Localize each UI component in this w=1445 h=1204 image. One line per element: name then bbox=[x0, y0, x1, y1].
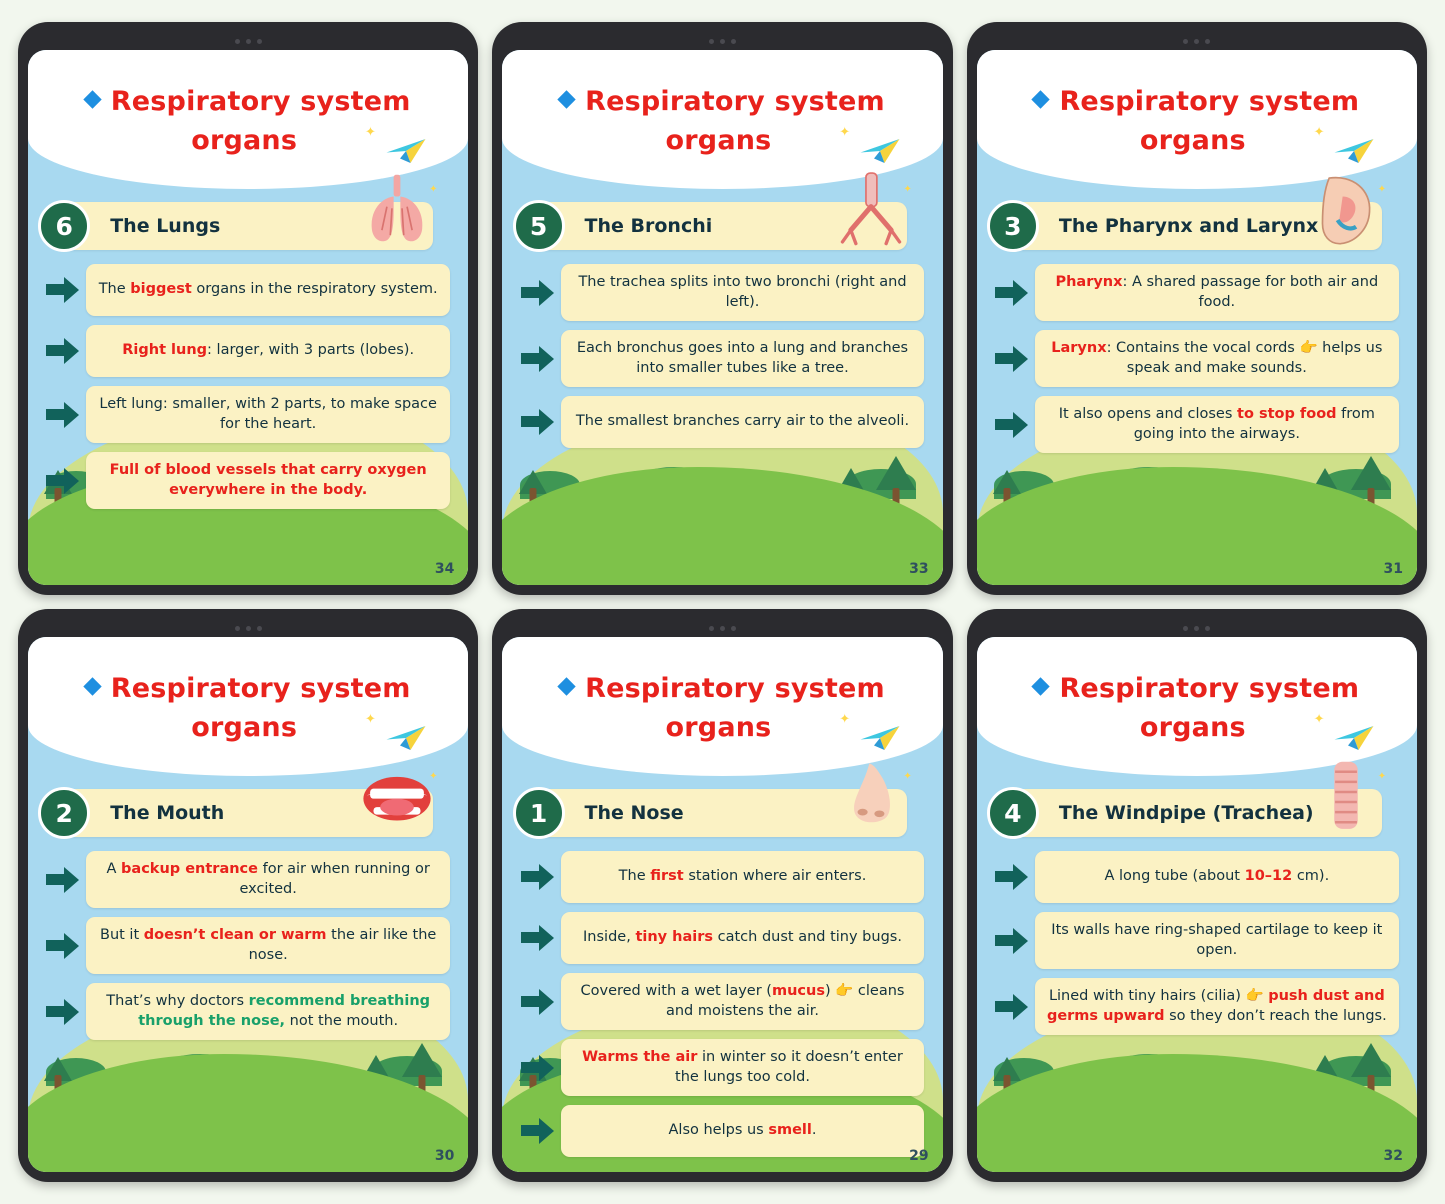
arrow-icon bbox=[995, 412, 1029, 438]
camera-dot bbox=[731, 626, 736, 631]
bullet-text: The biggest organs in the respiratory system. bbox=[98, 281, 438, 298]
bullet-list bbox=[995, 264, 1398, 564]
lungs-icon bbox=[355, 168, 439, 252]
slide-title-line2: organs bbox=[1139, 125, 1246, 157]
arrow-icon bbox=[521, 925, 555, 951]
bullet-text: Its walls have ring-shaped cartilage to keep it open. bbox=[1051, 922, 1383, 958]
camera-dot bbox=[257, 626, 262, 631]
arrow-icon bbox=[521, 280, 555, 306]
bullet-text: Left lung: smaller, with 2 parts, to make space for the heart. bbox=[99, 396, 437, 432]
sparkle-icon: ✦ bbox=[1313, 124, 1325, 140]
bullet-card bbox=[1035, 912, 1398, 969]
bullet-card bbox=[86, 386, 449, 443]
topic-label: The Mouth bbox=[110, 802, 225, 825]
arrow-icon bbox=[521, 1055, 555, 1081]
bullet-row bbox=[995, 330, 1398, 387]
tablet-camera bbox=[502, 619, 942, 637]
camera-dot bbox=[1194, 39, 1199, 44]
bullet-text: Inside, tiny hairs catch dust and tiny bugs. bbox=[583, 929, 902, 946]
sparkle-icon: ✦ bbox=[364, 124, 376, 140]
arrow-icon bbox=[521, 864, 555, 890]
bullet-text: Full of blood vessels that carry oxygen everywhere in the body. bbox=[109, 462, 427, 498]
bullet-card bbox=[1035, 851, 1398, 903]
camera-dot bbox=[1205, 626, 1210, 631]
arrow-icon bbox=[995, 928, 1029, 954]
bullet-row bbox=[521, 396, 924, 448]
slide-screen bbox=[28, 637, 468, 1172]
topic-label: The Bronchi bbox=[584, 215, 713, 238]
bullet-text: The first station where air enters. bbox=[618, 868, 867, 885]
bullet-row bbox=[521, 1105, 924, 1157]
bronchi-icon bbox=[829, 168, 913, 252]
head-profile-icon bbox=[1304, 168, 1388, 252]
diamond-icon bbox=[1032, 90, 1050, 108]
bullet-list bbox=[46, 264, 449, 564]
tablet-camera bbox=[28, 32, 468, 50]
camera-dot bbox=[709, 626, 714, 631]
page-number: 31 bbox=[1383, 561, 1403, 577]
topic-bar bbox=[527, 202, 908, 250]
topic-label: The Nose bbox=[584, 802, 684, 825]
slide-title-line1: Respiratory system bbox=[1059, 86, 1360, 118]
bullet-row bbox=[521, 264, 924, 321]
arrow-icon bbox=[46, 468, 80, 494]
slide-screen bbox=[28, 50, 468, 585]
bullet-card bbox=[561, 851, 924, 903]
sparkle-icon: ✦ bbox=[1377, 183, 1387, 195]
camera-dot bbox=[720, 626, 725, 631]
topic-number-badge: 4 bbox=[987, 787, 1039, 839]
tablet-camera bbox=[28, 619, 468, 637]
bullet-row bbox=[995, 912, 1398, 969]
slide-screen bbox=[977, 637, 1417, 1172]
arrow-icon bbox=[521, 346, 555, 372]
sparkle-icon: ✦ bbox=[429, 770, 438, 782]
bullet-text: A backup entrance for air when running or excited. bbox=[106, 861, 430, 897]
bullet-text: Right lung: larger, with 3 parts (lobes). bbox=[122, 342, 415, 359]
bullet-row bbox=[521, 973, 924, 1030]
topic-label: The Windpipe (Trachea) bbox=[1058, 802, 1314, 825]
paper-plane-icon bbox=[857, 723, 903, 753]
bullet-row bbox=[46, 917, 449, 974]
slide-title-line2: organs bbox=[1139, 712, 1246, 744]
bullet-text: Warms the air in winter so it doesn’t enter the lungs too cold. bbox=[582, 1049, 903, 1085]
tablet-slide-33[interactable] bbox=[492, 22, 952, 595]
sparkle-icon: ✦ bbox=[364, 711, 376, 727]
slide-screen bbox=[502, 637, 942, 1172]
bullet-list bbox=[46, 851, 449, 1151]
topic-number-badge: 2 bbox=[38, 787, 90, 839]
topic-bar bbox=[52, 789, 433, 837]
camera-dot bbox=[709, 39, 714, 44]
bullet-text: Each bronchus goes into a lung and branches into smaller tubes like a tree. bbox=[576, 340, 909, 376]
topic-bar bbox=[1001, 789, 1382, 837]
tablet-camera bbox=[977, 32, 1417, 50]
bullet-row bbox=[995, 264, 1398, 321]
arrow-icon bbox=[46, 867, 80, 893]
bullet-card bbox=[86, 917, 449, 974]
arrow-icon bbox=[46, 338, 80, 364]
bullet-card bbox=[561, 330, 924, 387]
slide-title-line1: Respiratory system bbox=[585, 86, 885, 118]
slide-title-line2: organs bbox=[191, 712, 298, 744]
arrow-icon bbox=[521, 1118, 555, 1144]
sparkle-icon: ✦ bbox=[1377, 770, 1387, 782]
page-number: 33 bbox=[909, 561, 929, 577]
camera-dot bbox=[1194, 626, 1199, 631]
slide-title-line1: Respiratory system bbox=[110, 673, 411, 705]
bullet-text: Larynx: Contains the vocal cords 👉 helps us speak and make sounds. bbox=[1051, 340, 1383, 376]
bullet-list bbox=[521, 851, 924, 1151]
camera-dot bbox=[235, 626, 240, 631]
sparkle-icon: ✦ bbox=[839, 124, 851, 140]
trachea-icon bbox=[1304, 755, 1388, 839]
diamond-icon bbox=[83, 90, 101, 108]
bullet-text: It also opens and closes to stop food from going into the airways. bbox=[1058, 406, 1375, 442]
camera-dot bbox=[246, 626, 251, 631]
nose-icon bbox=[829, 755, 913, 839]
topic-bar bbox=[52, 202, 433, 250]
diamond-icon bbox=[557, 677, 575, 695]
bullet-text: A long tube (about 10–12 cm). bbox=[1104, 868, 1330, 885]
bullet-card bbox=[561, 1105, 924, 1157]
topic-number-badge: 6 bbox=[38, 200, 90, 252]
arrow-icon bbox=[46, 999, 80, 1025]
page-number: 29 bbox=[909, 1148, 929, 1164]
bullet-card bbox=[561, 396, 924, 448]
bullet-text: But it doesn’t clean or warm the air like the nose. bbox=[100, 927, 437, 963]
camera-dot bbox=[235, 39, 240, 44]
arrow-icon bbox=[995, 346, 1029, 372]
bullet-text: Covered with a wet layer (mucus) 👉 cleans and moistens the air. bbox=[580, 983, 905, 1019]
camera-dot bbox=[246, 39, 251, 44]
topic-bar bbox=[1001, 202, 1382, 250]
bullet-text: Also helps us smell. bbox=[668, 1122, 817, 1139]
paper-plane-icon bbox=[1331, 136, 1377, 166]
bullet-text: Pharynx: A shared passage for both air and food. bbox=[1055, 274, 1379, 310]
bullet-card bbox=[561, 1039, 924, 1096]
paper-plane-icon bbox=[383, 136, 429, 166]
paper-plane-icon bbox=[857, 136, 903, 166]
camera-dot bbox=[1183, 626, 1188, 631]
paper-plane-icon bbox=[383, 723, 429, 753]
tablet-slide-29[interactable] bbox=[492, 609, 952, 1182]
tablet-slide-30[interactable] bbox=[18, 609, 478, 1182]
slide-title-line2: organs bbox=[665, 712, 772, 744]
slide-screen bbox=[502, 50, 942, 585]
topic-number-badge: 3 bbox=[987, 200, 1039, 252]
sparkle-icon: ✦ bbox=[903, 770, 912, 782]
bullet-text: Lined with tiny hairs (cilia) 👉 push dust and germs upward so they don’t reach the lungs. bbox=[1046, 988, 1387, 1024]
sparkle-icon: ✦ bbox=[1313, 711, 1325, 727]
arrow-icon bbox=[995, 994, 1029, 1020]
page-number: 30 bbox=[434, 1148, 455, 1164]
bullet-row bbox=[46, 983, 449, 1040]
arrow-icon bbox=[995, 864, 1029, 890]
bullet-card bbox=[561, 973, 924, 1030]
diamond-icon bbox=[1032, 677, 1050, 695]
bullet-row bbox=[46, 386, 449, 443]
slide-title-line1: Respiratory system bbox=[585, 673, 885, 705]
bullet-row bbox=[995, 851, 1398, 903]
page-number: 32 bbox=[1383, 1148, 1403, 1164]
mouth-icon bbox=[355, 755, 439, 839]
bullet-card bbox=[86, 325, 449, 377]
bullet-row bbox=[521, 912, 924, 964]
topic-number-badge: 5 bbox=[513, 200, 565, 252]
bullet-text: The smallest branches carry air to the alveoli. bbox=[575, 413, 910, 430]
camera-dot bbox=[1183, 39, 1188, 44]
diamond-icon bbox=[557, 90, 575, 108]
bullet-row bbox=[521, 851, 924, 903]
slide-title-line1: Respiratory system bbox=[110, 86, 411, 118]
bullet-card bbox=[86, 851, 449, 908]
bullet-row bbox=[521, 330, 924, 387]
bullet-list bbox=[995, 851, 1398, 1151]
diamond-icon bbox=[83, 677, 101, 695]
bullet-card bbox=[86, 452, 449, 509]
camera-dot bbox=[1205, 39, 1210, 44]
bullet-row bbox=[995, 978, 1398, 1035]
tablet-slide-31[interactable] bbox=[967, 22, 1427, 595]
bullet-text: The trachea splits into two bronchi (right and left). bbox=[578, 274, 907, 310]
slide-title-line2: organs bbox=[191, 125, 298, 157]
topic-bar bbox=[527, 789, 908, 837]
bullet-row bbox=[46, 851, 449, 908]
bullet-text: That’s why doctors recommend breathing through the nose, not the mouth. bbox=[106, 993, 431, 1029]
bullet-row bbox=[995, 396, 1398, 453]
arrow-icon bbox=[46, 277, 80, 303]
tablet-slide-32[interactable] bbox=[967, 609, 1427, 1182]
camera-dot bbox=[731, 39, 736, 44]
arrow-icon bbox=[46, 402, 80, 428]
sparkle-icon: ✦ bbox=[429, 183, 438, 195]
bullet-card bbox=[561, 912, 924, 964]
tablet-slide-34[interactable] bbox=[18, 22, 478, 595]
bullet-card bbox=[86, 264, 449, 316]
bullet-card bbox=[1035, 396, 1398, 453]
paper-plane-icon bbox=[1331, 723, 1377, 753]
bullet-row bbox=[46, 264, 449, 316]
tablet-camera bbox=[502, 32, 942, 50]
arrow-icon bbox=[46, 933, 80, 959]
bullet-card bbox=[1035, 978, 1398, 1035]
arrow-icon bbox=[995, 280, 1029, 306]
page-number: 34 bbox=[434, 561, 455, 577]
bullet-row bbox=[46, 452, 449, 509]
bullet-card bbox=[86, 983, 449, 1040]
topic-label: The Pharynx and Larynx bbox=[1058, 215, 1319, 238]
topic-label: The Lungs bbox=[110, 215, 221, 238]
slide-screen bbox=[977, 50, 1417, 585]
bullet-card bbox=[561, 264, 924, 321]
camera-dot bbox=[720, 39, 725, 44]
bullet-row bbox=[521, 1039, 924, 1096]
topic-number-badge: 1 bbox=[513, 787, 565, 839]
slide-title-line2: organs bbox=[665, 125, 772, 157]
sparkle-icon: ✦ bbox=[839, 711, 851, 727]
bullet-card bbox=[1035, 330, 1398, 387]
sparkle-icon: ✦ bbox=[903, 183, 912, 195]
arrow-icon bbox=[521, 409, 555, 435]
bullet-row bbox=[46, 325, 449, 377]
bullet-list bbox=[521, 264, 924, 564]
bullet-card bbox=[1035, 264, 1398, 321]
slide-title-line1: Respiratory system bbox=[1059, 673, 1360, 705]
tablet-camera bbox=[977, 619, 1417, 637]
camera-dot bbox=[257, 39, 262, 44]
arrow-icon bbox=[521, 989, 555, 1015]
